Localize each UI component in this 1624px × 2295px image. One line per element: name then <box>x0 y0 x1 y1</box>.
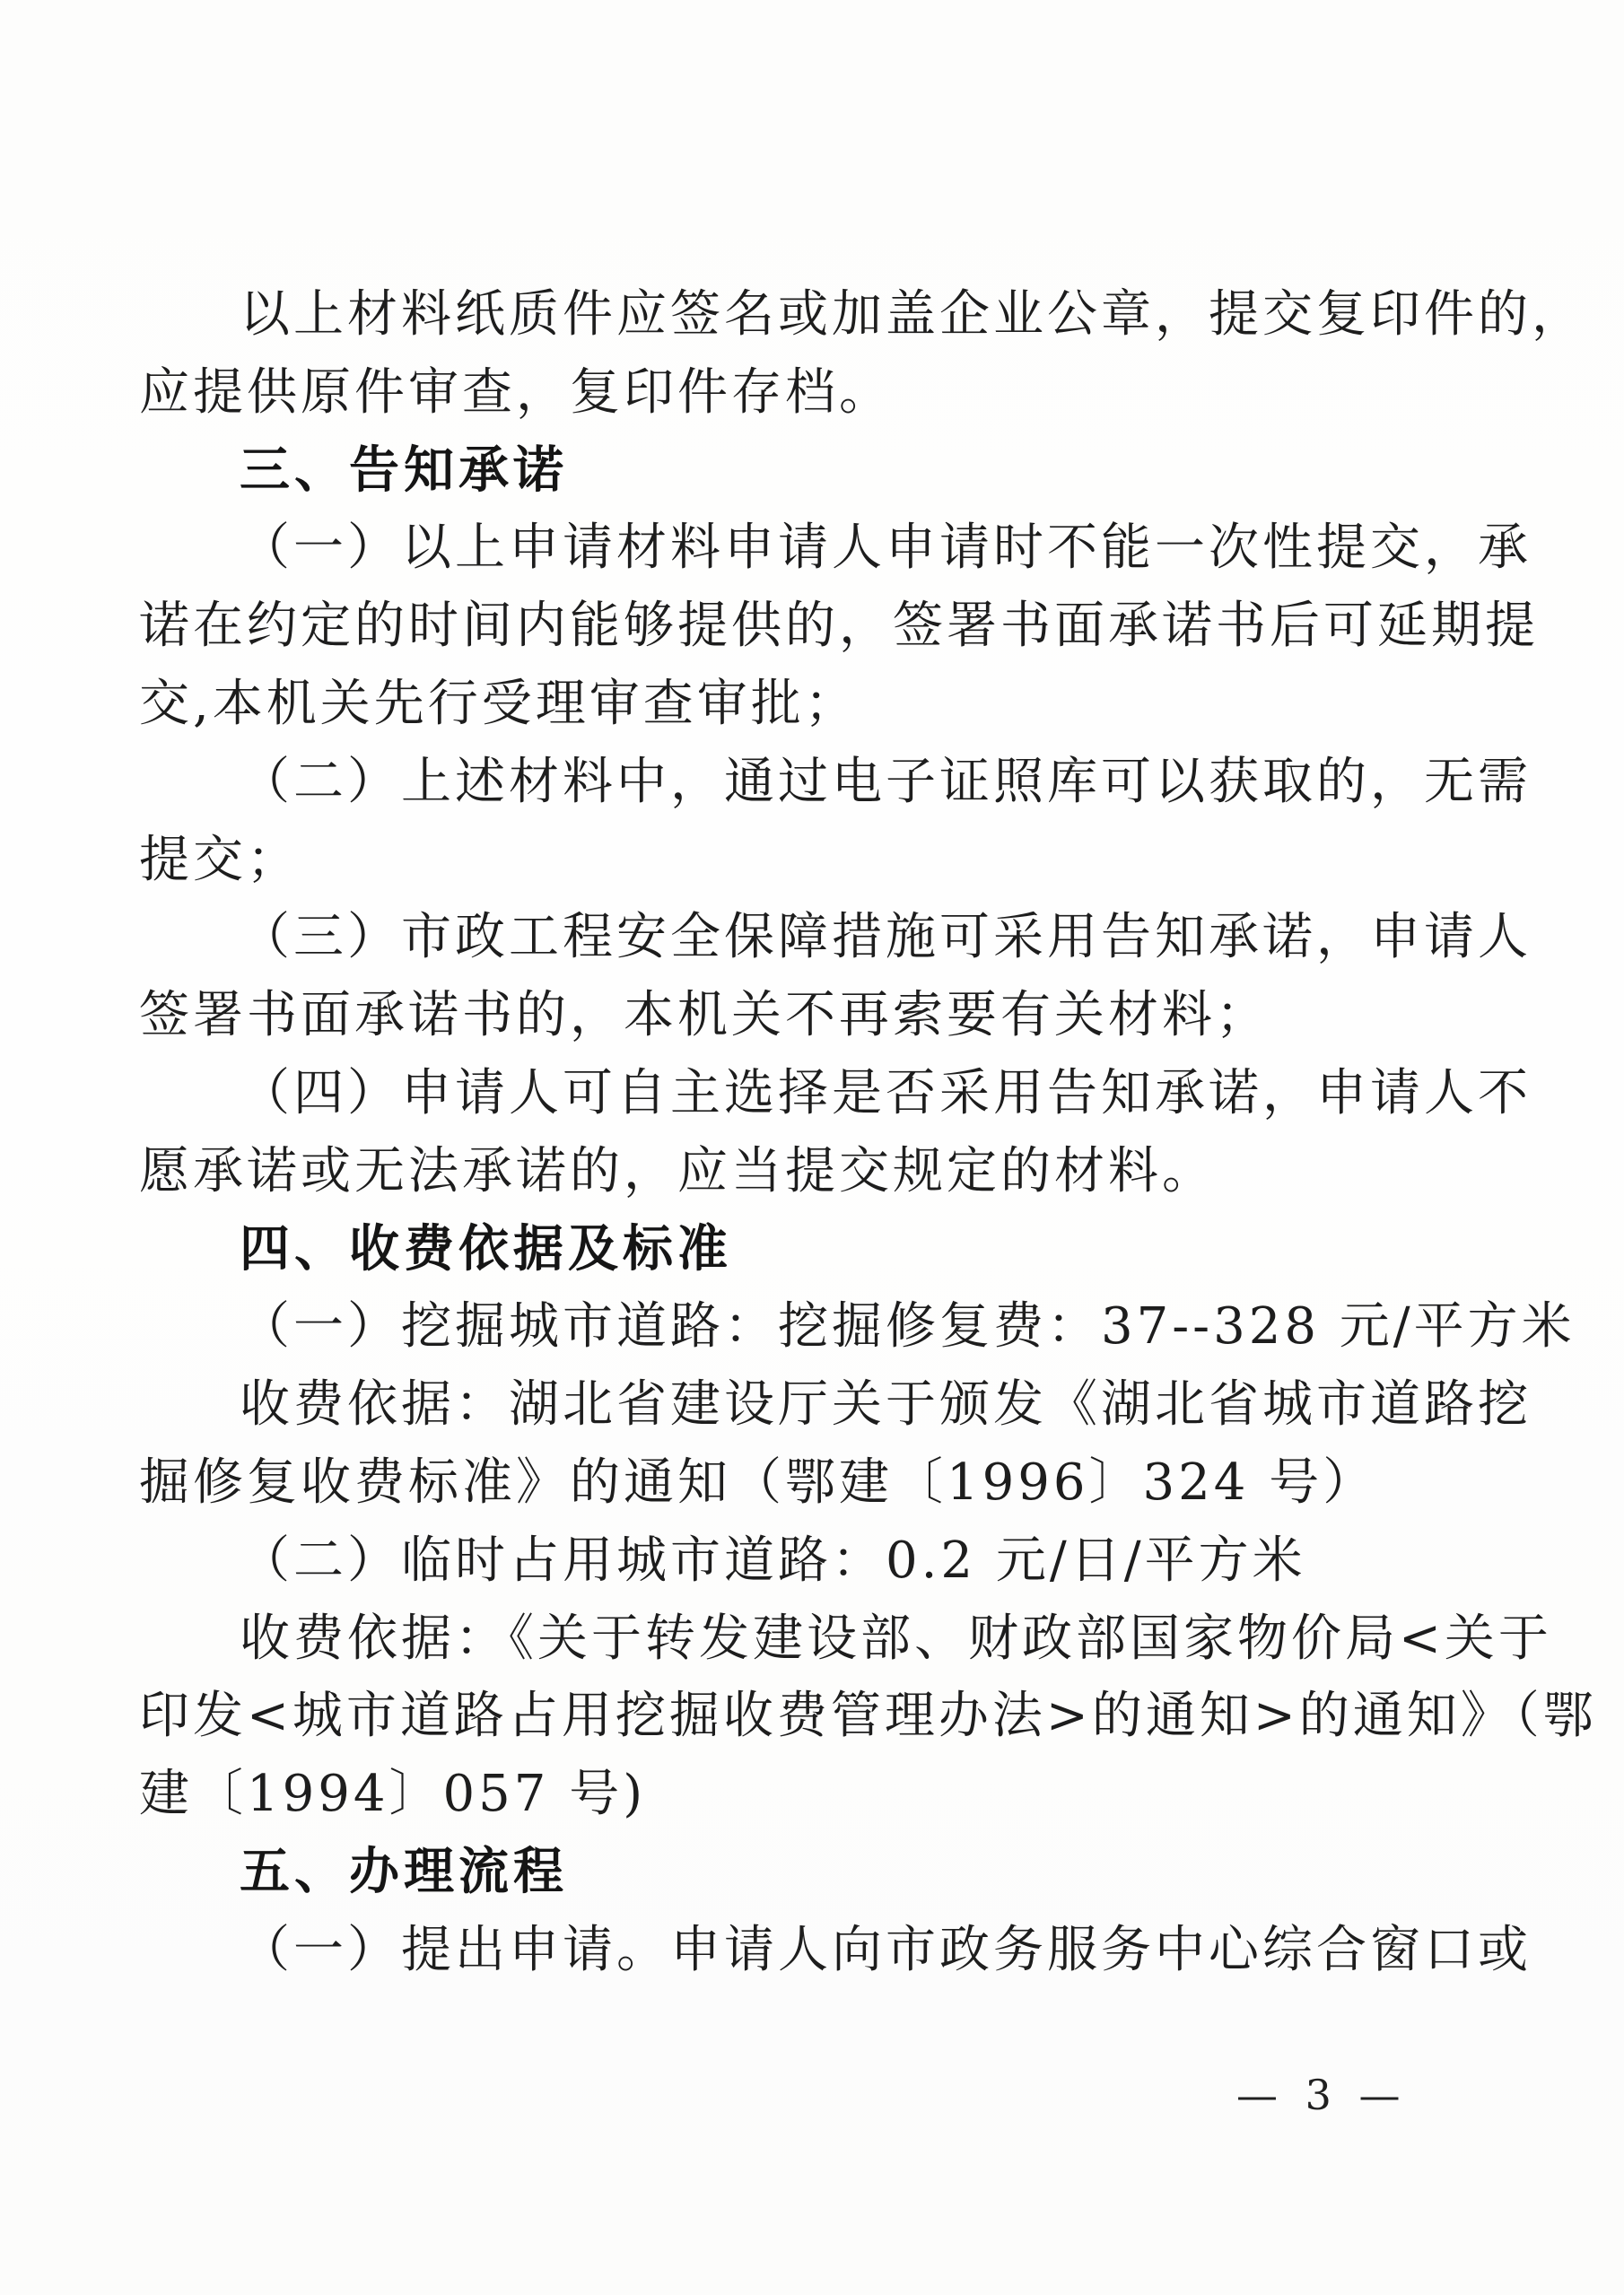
text-line: 愿承诺或无法承诺的，应当提交规定的材料。 <box>139 1141 1216 1200</box>
text-line: 签署书面承诺书的，本机关不再索要有关材料； <box>139 986 1270 1045</box>
text-line: （二）临时占用城市道路：0.2 元/日/平方米 <box>240 1531 1306 1590</box>
text-line: 印发<城市道路占用挖掘收费管理办法>的通知>的通知》（鄂 <box>139 1687 1597 1746</box>
text-line: 交,本机关先行受理审查审批； <box>139 674 859 733</box>
text-line: 应提供原件审查，复印件存档。 <box>139 362 893 422</box>
section-heading-3: 三、告知承诺 <box>240 441 568 500</box>
page-number: — 3 — <box>1236 2071 1408 2119</box>
text-line: 收费依据：湖北省建设厅关于颁发《湖北省城市道路挖 <box>240 1375 1532 1435</box>
text-line: 建〔1994〕057 号) <box>139 1765 647 1824</box>
text-line: （四）申请人可自主选择是否采用告知承诺，申请人不 <box>240 1063 1532 1122</box>
section-heading-5: 五、办理流程 <box>240 1842 568 1901</box>
text-line: 掘修复收费标准》的通知（鄂建〔1996〕324 号） <box>139 1453 1377 1512</box>
text-line: 提交； <box>139 830 301 889</box>
text-line: 以上材料纸质件应签名或加盖企业公章，提交复印件的， <box>240 285 1585 344</box>
text-line: （一）挖掘城市道路：挖掘修复费：37--328 元/平方米 <box>240 1297 1576 1357</box>
section-heading-4: 四、收费依据及标准 <box>240 1219 732 1278</box>
text-line: 收费依据：《关于转发建设部、财政部国家物价局<关于 <box>240 1609 1552 1668</box>
text-line: （二）上述材料中，通过电子证照库可以获取的，无需 <box>240 752 1532 811</box>
document-body <box>139 276 1597 1990</box>
text-line: （三）市政工程安全保障措施可采用告知承诺，申请人 <box>240 908 1532 967</box>
text-line: 诺在约定的时间内能够提供的，签署书面承诺书后可延期提 <box>139 597 1539 656</box>
text-line: （一）提出申请。申请人向市政务服务中心综合窗口或 <box>240 1920 1532 1979</box>
text-line: （一）以上申请材料申请人申请时不能一次性提交，承 <box>240 519 1532 578</box>
